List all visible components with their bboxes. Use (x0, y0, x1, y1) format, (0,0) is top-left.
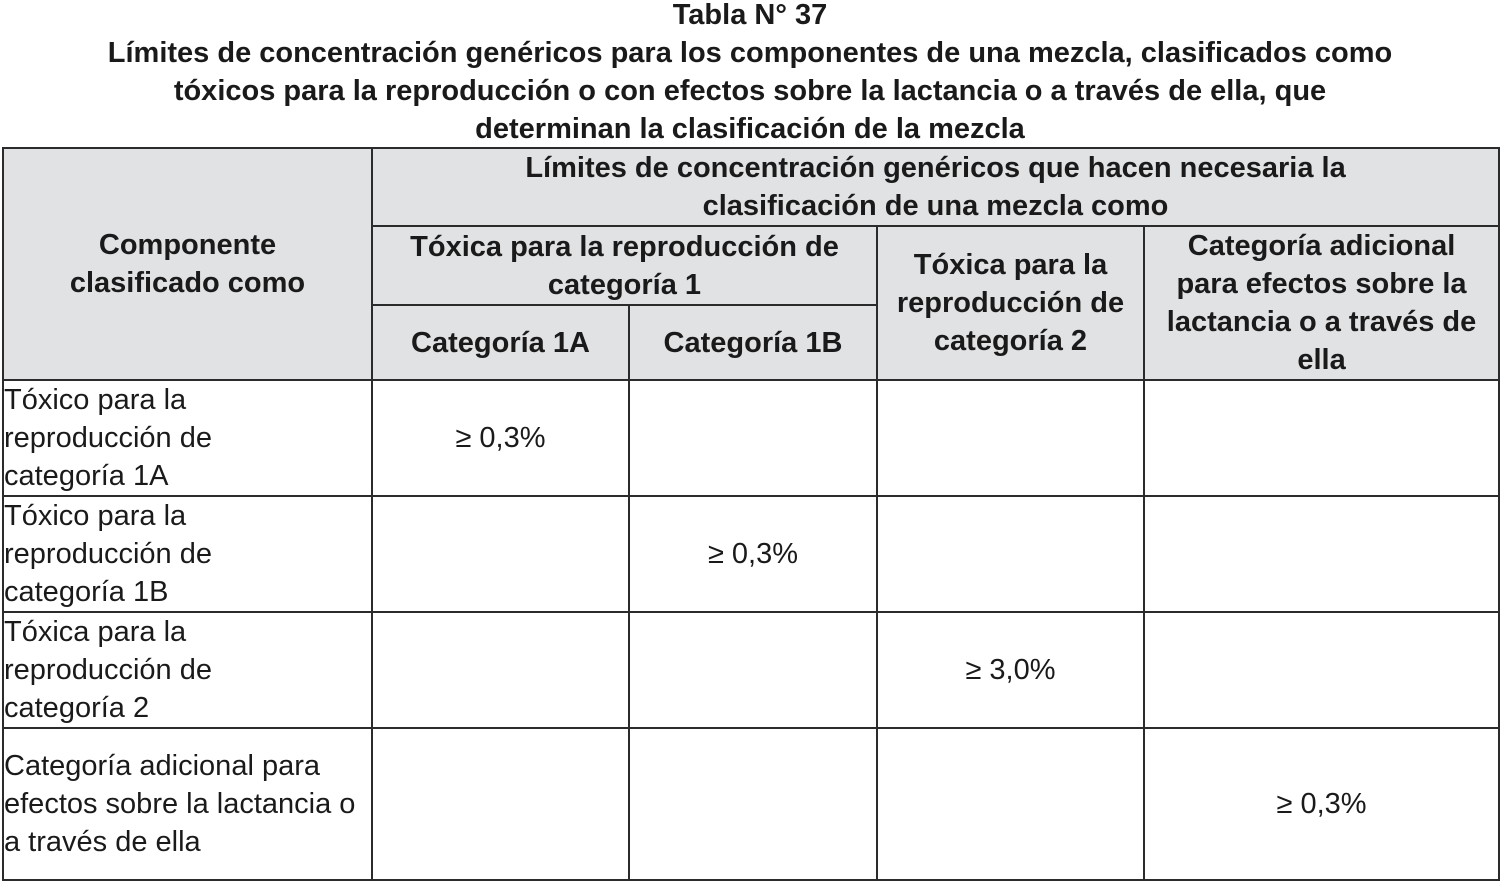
cell-value: ≥ 0,3% (372, 380, 629, 496)
cell-value (629, 612, 877, 728)
header-lactation (1144, 226, 1499, 380)
cell-value (1144, 496, 1499, 612)
header-cat1a (372, 305, 629, 380)
header-repro-cat2 (877, 226, 1144, 380)
header-limits-group (372, 148, 1499, 226)
table-row (3, 728, 1499, 880)
header-repro-cat1-label: Tóxica para la reproducción de categoría 1 (410, 230, 839, 301)
cell-value (629, 380, 877, 496)
cell-value (1144, 612, 1499, 728)
table-header (3, 148, 1499, 380)
header-limits-group-label: Límites de concentración genéricos que hacen necesaria la clasificación de una mezcla como (525, 152, 1346, 222)
table-number: Tabla N° 37 (672, 0, 828, 31)
cell-value: ≥ 0,3% (1144, 728, 1499, 880)
table-row (3, 612, 1499, 728)
cell-value: ≥ 3,0% (877, 612, 1144, 728)
table-title-line-2: tóxicos para la reproducción o con efectos sobre la lactancia o a través de ella, que (173, 75, 1327, 107)
cell-value (1144, 380, 1499, 496)
cell-value (877, 496, 1144, 612)
header-lactation-label: Categoría adicional para efectos sobre la lactancia o a través de ella (1166, 230, 1477, 376)
row-label: Categoría adicional para efectos sobre la lactancia o a través de ella (3, 728, 372, 880)
cell-value (372, 612, 629, 728)
header-row-1 (3, 148, 1499, 226)
table-row (3, 496, 1499, 612)
row-label: Tóxico para la reproducción de categoría 1B (3, 496, 372, 612)
header-component-label: Componente clasificado como (69, 229, 306, 299)
cell-value (877, 728, 1144, 880)
table-title-line-1: Límites de concentración genéricos para los componentes de una mezcla, clasificados como (107, 37, 1393, 69)
header-component (3, 148, 372, 380)
header-repro-cat1 (372, 226, 877, 305)
table-row (3, 380, 1499, 496)
header-cat1b-label: Categoría 1B (663, 326, 843, 359)
header-cat1b (629, 305, 877, 380)
cell-value (372, 728, 629, 880)
header-cat1a-label: Categoría 1A (411, 326, 590, 359)
table-body (3, 380, 1499, 880)
row-label: Tóxica para la reproducción de categoría 2 (3, 612, 372, 728)
cell-value (629, 728, 877, 880)
row-label: Tóxico para la reproducción de categoría 1A (3, 380, 372, 496)
cell-value (372, 496, 629, 612)
table-caption (0, 0, 1500, 148)
table-title-line-3: determinan la clasificación de la mezcla (475, 113, 1025, 145)
header-repro-cat2-label: Tóxica para la reproducción de categoría 2 (896, 249, 1125, 357)
cell-value: ≥ 0,3% (629, 496, 877, 612)
concentration-limits-table (2, 147, 1500, 881)
cell-value (877, 380, 1144, 496)
